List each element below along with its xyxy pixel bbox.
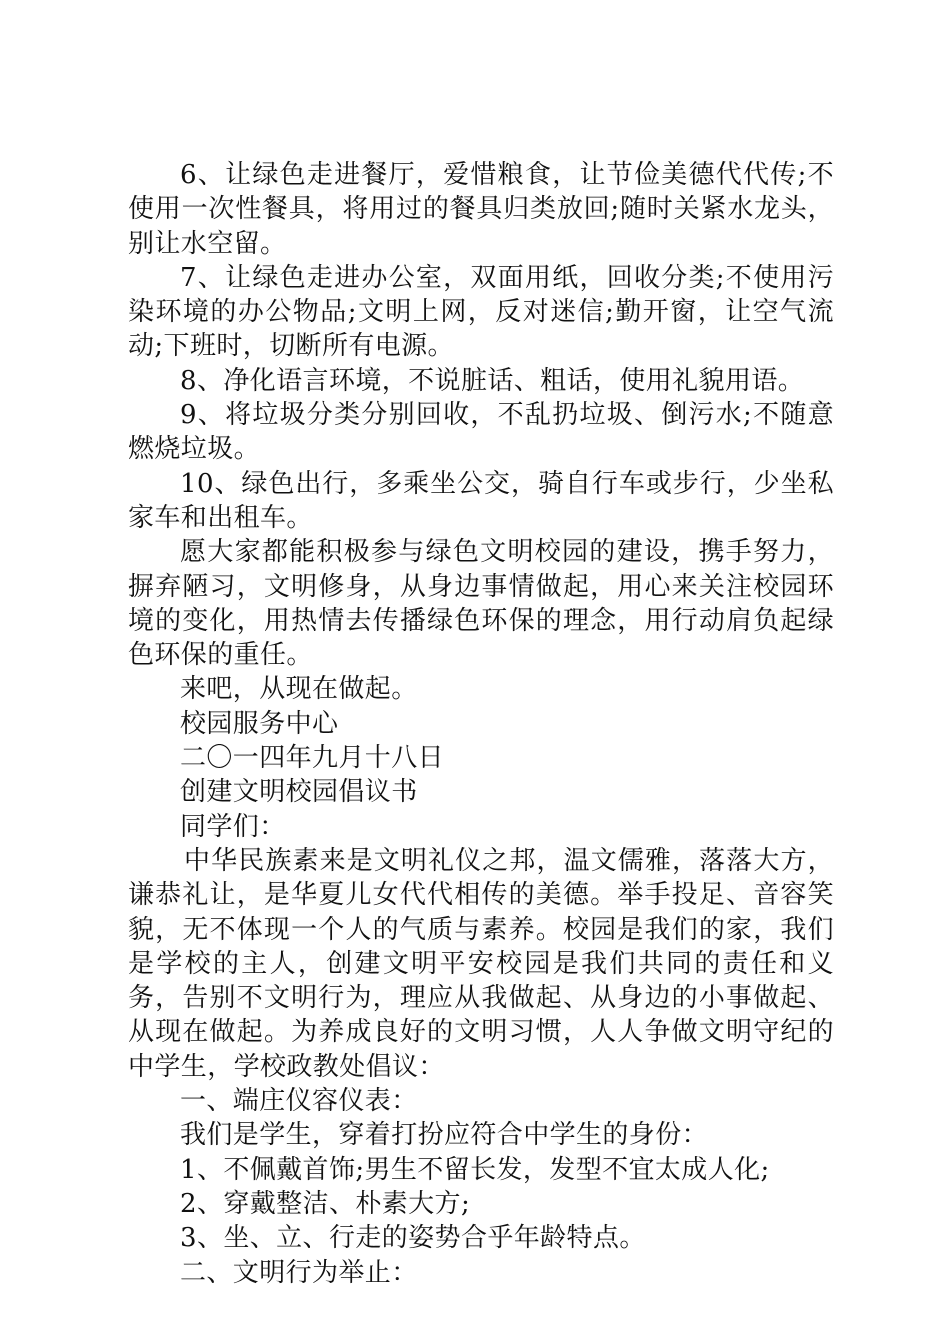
paragraph-call-to-action: 愿大家都能积极参与绿色文明校园的建设，携手努力，摒弃陋习，文明修身，从身边事情做起，用心来关注校园环境的变化，用热情去传播绿色环保的理念，用行动肩负起绿色环保的重任。 [128, 537, 834, 671]
paragraph-item-6: 6、让绿色走进餐厅，爱惜粮食，让节俭美德代代传;不使用一次性餐具，将用过的餐具归类放回;随时关紧水龙头，别让水空留。 [128, 160, 834, 259]
section-title: 创建文明校园倡议书 [180, 777, 418, 808]
signature-organization: 校园服务中心 [180, 708, 339, 739]
signature-date: 二〇一四年九月十八日 [180, 743, 445, 774]
appearance-item-3: 3、坐、立、行走的姿势合乎年龄特点。 [180, 1223, 646, 1254]
heading-appearance: 一、端庄仪容仪表： [180, 1086, 418, 1117]
document-body [128, 158, 834, 1290]
paragraph-item-8: 8、净化语言环境，不说脏话、粗话，使用礼貌用语。 [180, 365, 805, 396]
paragraph-item-7: 7、让绿色走进办公室，双面用纸，回收分类;不使用污染环境的办公物品;文明上网，反对迷信;勤开窗，让空气流动;下班时，切断所有电源。 [128, 262, 834, 362]
heading-behavior: 二、文明行为举止： [180, 1257, 418, 1288]
paragraph-item-10: 10、绿色出行，多乘坐公交，骑自行车或步行，少坐私家车和出租车。 [128, 468, 834, 533]
appearance-item-1: 1、不佩戴首饰;男生不留长发，发型不宜太成人化; [180, 1154, 770, 1185]
salutation: 同学们： [180, 811, 286, 842]
intro-paragraph: 中华民族素来是文明礼仪之邦，温文儒雅，落落大方，谦恭礼让，是华夏儿女代代相传的美德。举手投足、音容笑貌，无不体现一个人的气质与素养。校园是我们的家，我们是学校的主人，创建文明平安校园是我们共同的责任和义务，告别不文明行为，理应从我做起、从身边的小事做起、从现在做起。为养成良好的文明习惯，人人争做文明守纪的中学生，学校政教处倡议： [128, 845, 834, 1082]
appearance-item-2: 2、穿戴整洁、朴素大方; [180, 1188, 471, 1219]
paragraph-closing: 来吧，从现在做起。 [180, 674, 418, 705]
appearance-intro: 我们是学生，穿着打扮应符合中学生的身份： [180, 1120, 709, 1151]
paragraph-item-9: 9、将垃圾分类分别回收，不乱扔垃圾、倒污水;不随意燃烧垃圾。 [128, 400, 834, 465]
